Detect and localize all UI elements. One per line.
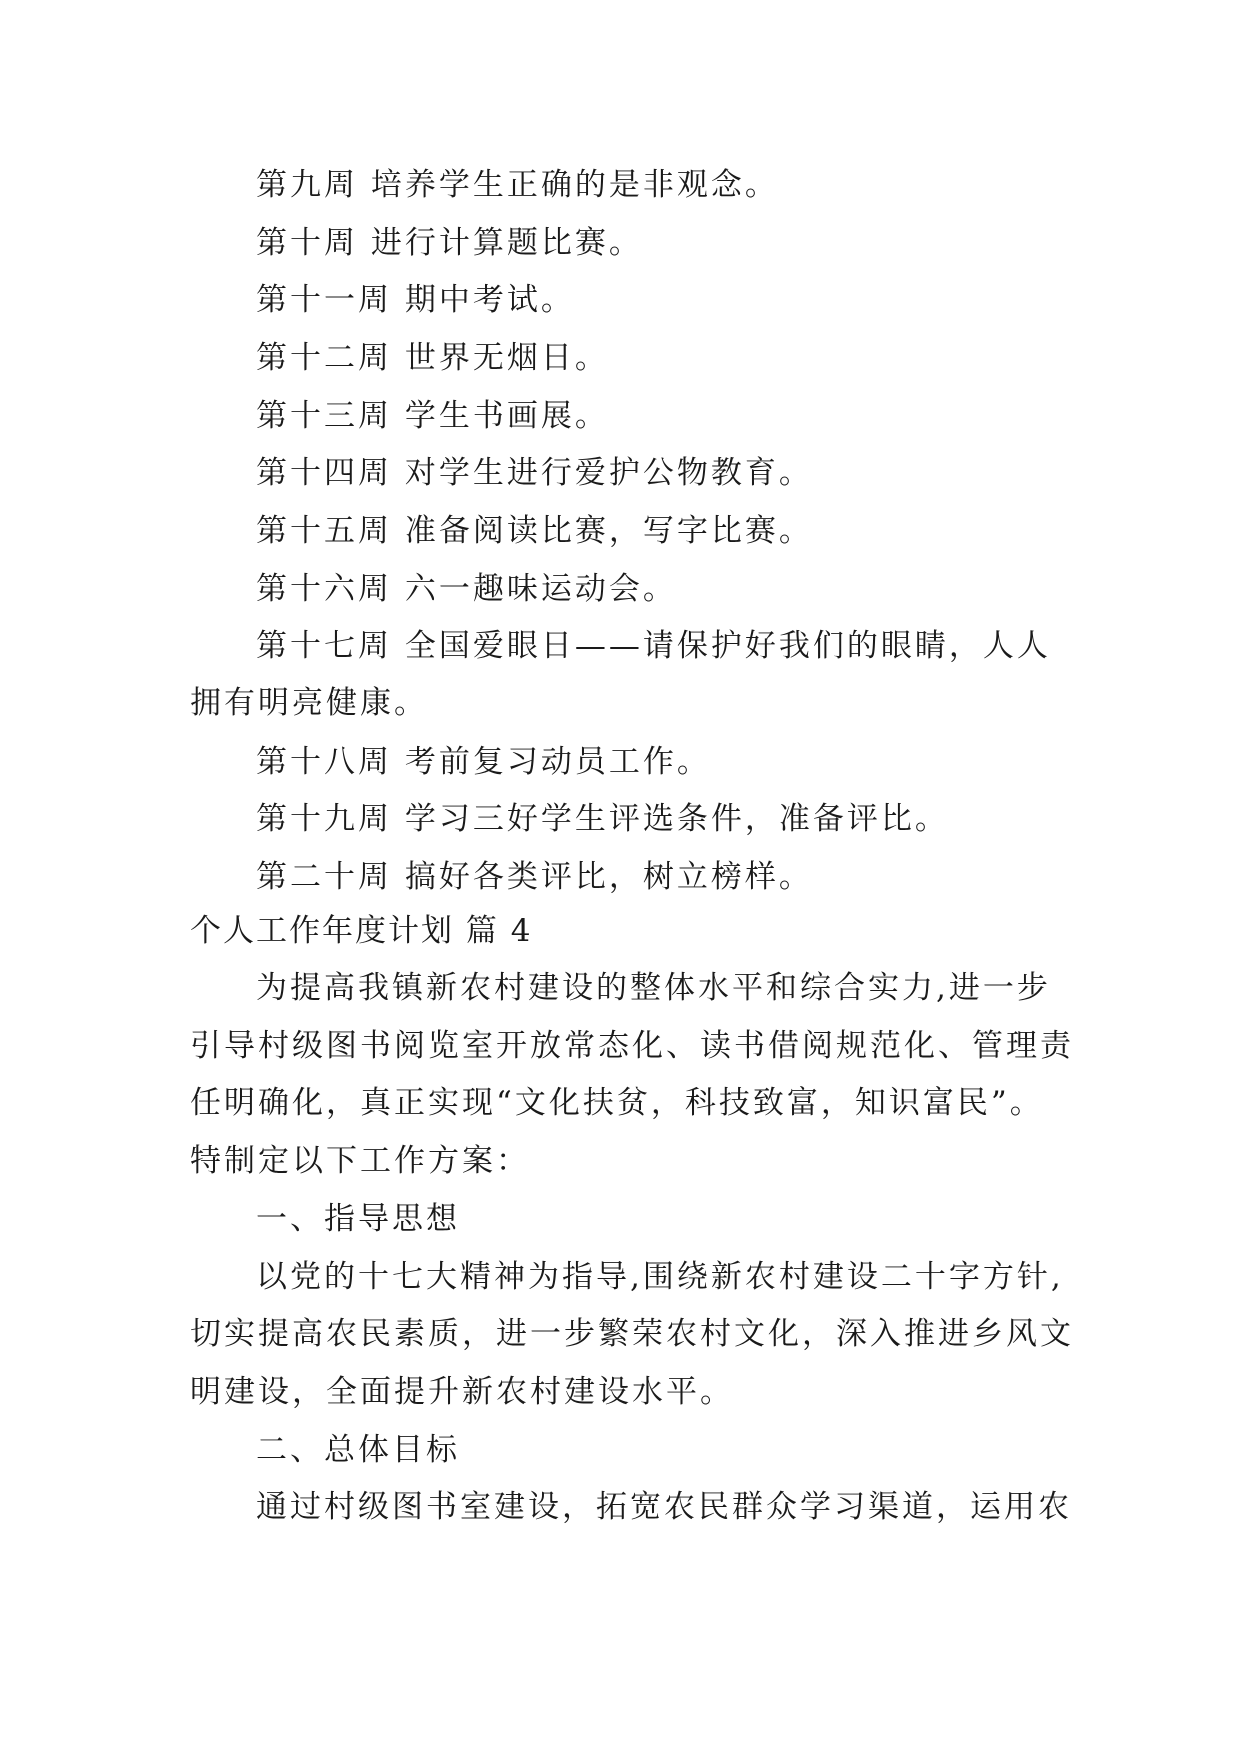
- week-item: 第十八周 考前复习动员工作。: [256, 744, 711, 780]
- week-item: 第十一周 期中考试。: [256, 282, 575, 318]
- week-item: 第十周 进行计算题比赛。: [256, 225, 643, 261]
- week-item: 第十二周 世界无烟日。: [256, 340, 609, 376]
- week-item-continuation: 拥有明亮健康。: [190, 685, 428, 721]
- part1-line: 明建设，全面提升新农村建设水平。: [190, 1374, 734, 1410]
- intro-line: 为提高我镇新农村建设的整体水平和综合实力,进一步: [256, 970, 1051, 1006]
- week-item: 第二十周 搞好各类评比，树立榜样。: [256, 859, 813, 895]
- week-item: 第九周 培养学生正确的是非观念。: [256, 167, 779, 203]
- intro-line: 引导村级图书阅览室开放常态化、读书借阅规范化、管理责: [190, 1028, 1074, 1064]
- week-item: 第十六周 六一趣味运动会。: [256, 571, 677, 607]
- part2-line: 通过村级图书室建设，拓宽农民群众学习渠道，运用农: [256, 1489, 1072, 1525]
- section-title: 个人工作年度计划 篇 4: [190, 913, 533, 949]
- part2-title: 二、总体目标: [256, 1432, 460, 1468]
- week-item: 第十三周 学生书画展。: [256, 398, 609, 434]
- part1-title: 一、指导思想: [256, 1201, 460, 1237]
- part1-line: 切实提高农民素质，进一步繁荣农村文化，深入推进乡风文: [190, 1316, 1074, 1352]
- week-item: 第十七周 全国爱眼日——请保护好我们的眼睛，人人: [256, 628, 1051, 664]
- intro-line: 特制定以下工作方案：: [190, 1143, 530, 1179]
- intro-line: 任明确化，真正实现“文化扶贫，科技致富，知识富民”。: [190, 1085, 1044, 1121]
- week-item: 第十五周 准备阅读比赛，写字比赛。: [256, 513, 813, 549]
- week-item: 第十九周 学习三好学生评选条件，准备评比。: [256, 801, 949, 837]
- part1-line: 以党的十七大精神为指导,围绕新农村建设二十字方针,: [256, 1259, 1064, 1295]
- week-item: 第十四周 对学生进行爱护公物教育。: [256, 455, 813, 491]
